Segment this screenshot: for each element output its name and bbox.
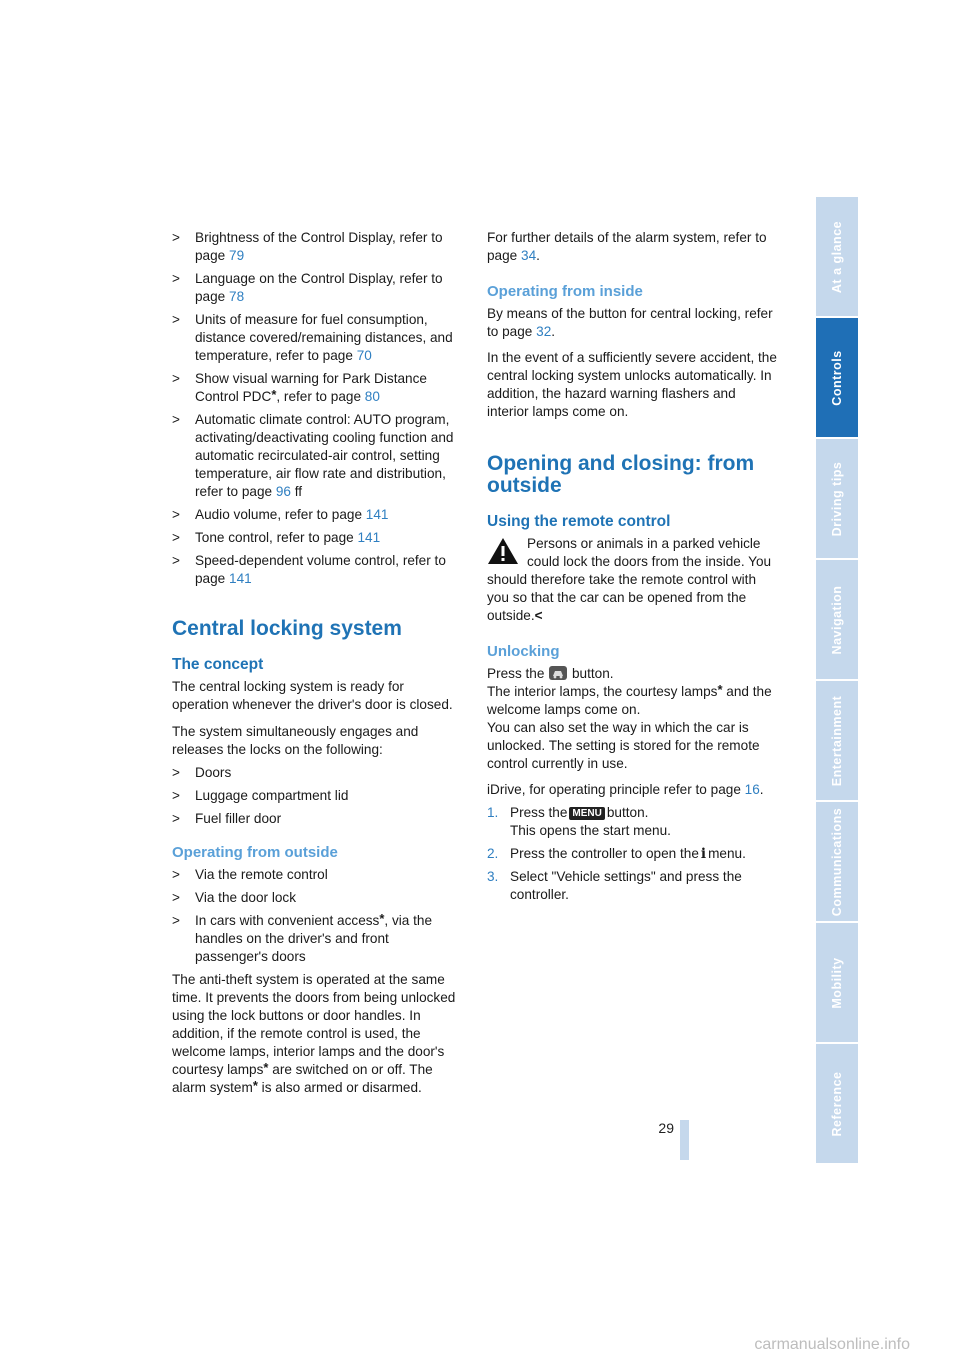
optional-equipment-star: * xyxy=(252,1078,258,1093)
step-item: 2. Press the controller to open the i menu. xyxy=(487,846,746,862)
menu-button-icon: MENU xyxy=(569,807,604,820)
paragraph: By means of the button for central locking, refer to page 32. xyxy=(487,306,773,339)
page-link[interactable]: 141 xyxy=(229,571,252,586)
page-link[interactable]: 141 xyxy=(365,507,389,522)
list-item: > Via the remote control xyxy=(172,867,328,882)
tab-at-a-glance[interactable]: At a glance xyxy=(816,197,858,316)
list-item: > Tone control, refer to page 141 xyxy=(172,530,381,545)
section-title: Central locking system xyxy=(172,617,402,640)
optional-equipment-star: * xyxy=(379,911,385,926)
section-title: Opening and closing: from outside xyxy=(487,452,755,497)
paragraph: The central locking system is ready for operation whenever the driver's door is closed. xyxy=(172,679,453,712)
tab-driving-tips[interactable]: Driving tips xyxy=(816,439,858,558)
left-column xyxy=(172,229,464,1102)
warning-note: Persons or animals in a parked vehicle could lock the doors from the inside. You should therefore take the remote control with you so that the car can be opened from the outside.< xyxy=(487,536,772,623)
list-item: > Luggage compartment lid xyxy=(172,788,349,803)
subsection-heading: Operating from outside xyxy=(172,844,338,861)
list-item: > Speed-dependent volume control, refer to page 141 xyxy=(172,553,446,586)
paragraph: iDrive, for operating principle refer to page 16. xyxy=(487,782,764,797)
page-link[interactable]: 80 xyxy=(364,389,380,404)
unlock-button-icon xyxy=(548,665,568,681)
paragraph: The anti-theft system is operated at the same time. It prevents the doors from being unlocked using the lock buttons or door handles. In addition, if the remote control is used, the welcome lamps, interior lamps and the door's courtesy lamps* are switched on or off. The alarm system* is also armed or disarmed. xyxy=(172,972,456,1095)
list-item: > Language on the Control Display, refer to page 78 xyxy=(172,271,443,304)
tab-communications[interactable]: Communications xyxy=(816,802,858,921)
tab-navigation[interactable]: Navigation xyxy=(816,560,858,679)
page-link[interactable]: 79 xyxy=(229,248,245,263)
paragraph: For further details of the alarm system, refer to page 34. xyxy=(487,230,767,263)
page-link[interactable]: 96 xyxy=(275,484,291,499)
right-column xyxy=(487,229,779,909)
watermark: carmanualsonline.info xyxy=(754,1336,910,1353)
optional-equipment-star: * xyxy=(271,387,277,402)
warning-triangle-icon xyxy=(487,537,519,565)
page-link[interactable]: 34 xyxy=(521,248,537,263)
page-link[interactable]: 70 xyxy=(356,348,372,363)
tab-entertainment[interactable]: Entertainment xyxy=(816,681,858,800)
paragraph: The interior lamps, the courtesy lamps* and the welcome lamps come on. xyxy=(487,682,772,717)
tab-controls[interactable]: Controls xyxy=(816,318,858,437)
subsection-heading: Unlocking xyxy=(487,643,560,660)
paragraph: In the event of a sufficiently severe accident, the central locking system unlocks automatically. In addition, the hazard warning flashers and interior lamps come on. xyxy=(487,350,777,419)
optional-equipment-star: * xyxy=(717,682,723,697)
optional-equipment-star: * xyxy=(263,1060,269,1075)
list-item: > Brightness of the Control Display, refer to page 79 xyxy=(172,230,443,263)
list-item: > Fuel filler door xyxy=(172,811,282,826)
list-item: > Automatic climate control: AUTO program, activating/deactivating cooling function and automatic recirculated-air control, setting temperature, air flow rate and distribution, refer to page 96 ff xyxy=(172,412,454,499)
section-heading: The concept xyxy=(172,656,264,673)
paragraph: Press the button. xyxy=(487,666,614,681)
list-item: > In cars with convenient access*, via the handles on the driver's and front passenger's doors xyxy=(172,911,433,964)
step-item: 3. Select "Vehicle settings" and press the controller. xyxy=(487,869,742,902)
page-link[interactable]: 32 xyxy=(536,324,552,339)
list-item: > Show visual warning for Park Distance Control PDC*, refer to page 80 xyxy=(172,371,427,404)
list-item: > Units of measure for fuel consumption, distance covered/remaining distances, and temperature, refer to page 70 xyxy=(172,312,453,363)
paragraph: The system simultaneously engages and releases the locks on the following: xyxy=(172,724,419,757)
step-item: 1. Press the MENU button. This opens the start menu. xyxy=(487,805,671,838)
list-item: > Via the door lock xyxy=(172,890,297,905)
tab-reference[interactable]: Reference xyxy=(816,1044,858,1163)
chapter-tabs xyxy=(816,197,858,1165)
page-link[interactable]: 141 xyxy=(357,530,381,545)
section-heading: Using the remote control xyxy=(487,513,671,530)
paragraph: You can also set the way in which the car is unlocked. The setting is stored for the remote control currently in use. xyxy=(487,720,760,771)
page-number-bar xyxy=(680,1120,689,1160)
list-item: > Doors xyxy=(172,765,232,780)
page-link[interactable]: 16 xyxy=(744,782,760,797)
list-item: > Audio volume, refer to page 141 xyxy=(172,507,389,522)
tab-mobility[interactable]: Mobility xyxy=(816,923,858,1042)
info-icon: i xyxy=(700,846,707,862)
subsection-heading: Operating from inside xyxy=(487,283,643,300)
page-link[interactable]: 78 xyxy=(229,289,245,304)
page-number: 29 xyxy=(658,1120,674,1136)
